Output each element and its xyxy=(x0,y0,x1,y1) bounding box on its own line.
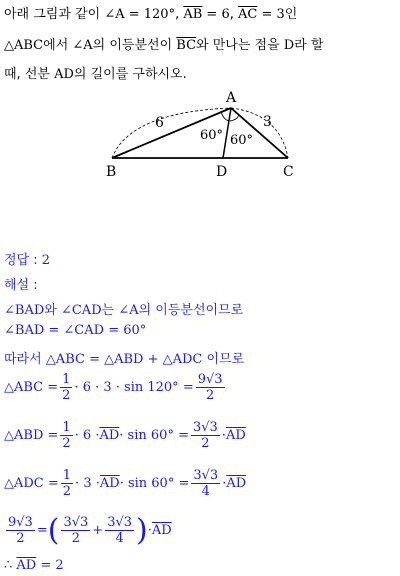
segment-ad: $\overline{AD}$ xyxy=(151,523,172,538)
fraction-term-2 xyxy=(105,515,134,546)
fraction-numerator: 3√3 xyxy=(63,515,89,530)
solution-line-3 xyxy=(4,348,244,367)
therefore-symbol: ∴ xyxy=(4,558,17,573)
area-adc-label: △ADC = xyxy=(4,476,59,491)
triangle-abc: △ABC xyxy=(4,38,44,53)
solution-line-6 xyxy=(4,468,246,499)
fraction-numerator: 9√3 xyxy=(8,515,33,530)
right-paren: ) xyxy=(136,513,148,548)
segment-ad: AD xyxy=(54,67,74,82)
solution-line-2 xyxy=(4,323,146,338)
segment-bc: $\overline{BC}$ xyxy=(176,38,197,53)
solution-line-1 xyxy=(4,299,243,318)
segment-ad: $\overline{AD}$ xyxy=(99,476,120,491)
question-text: 와 만나는 점을 xyxy=(196,38,284,53)
solution-text: 따라서 xyxy=(4,352,46,367)
answer-line xyxy=(4,249,50,268)
final-answer: = 2 xyxy=(36,558,64,573)
fraction-result xyxy=(191,468,220,499)
angle-equation: ∠BAD = ∠CAD = 60° xyxy=(4,323,147,338)
angle-cad: ∠CAD xyxy=(60,303,102,318)
label-a: A xyxy=(226,90,237,106)
fraction-denominator: 2 xyxy=(62,484,72,499)
fraction-numerator: 1 xyxy=(62,468,72,483)
solution-text: 이므로 xyxy=(202,352,245,367)
angle-a: ∠A xyxy=(118,303,139,318)
angle-arc-left xyxy=(221,112,229,121)
angle-arc-right xyxy=(230,115,239,121)
separator: , xyxy=(229,7,238,22)
fraction-denominator: 2 xyxy=(16,531,25,546)
area-abd-label: △ABD = xyxy=(4,428,59,443)
expression-part: · 6 · xyxy=(74,428,100,443)
label-c: C xyxy=(283,164,294,180)
angle-a: ∠A xyxy=(72,38,93,53)
solution-header: 해설 : xyxy=(4,278,38,293)
fraction-denominator: 2 xyxy=(71,531,80,546)
label-angle-bad: 60° xyxy=(200,128,224,143)
question-line-3 xyxy=(4,63,187,82)
solution-line-5 xyxy=(4,420,246,451)
question-text: 아래 그림과 같이 xyxy=(4,7,105,22)
label-angle-cad: 60° xyxy=(230,133,254,148)
angle-a-expression: ∠A = 120° xyxy=(104,7,176,22)
segment-ad: $\overline{AD}$ xyxy=(99,428,120,443)
answer-value: 2 xyxy=(41,253,51,268)
label-b: B xyxy=(106,164,117,180)
plus-sign: + xyxy=(92,523,104,538)
fraction-numerator: 1 xyxy=(62,372,71,387)
segment-ac: $\overline{AC}$ xyxy=(238,7,258,22)
fraction-total-area xyxy=(6,515,35,546)
left-paren: ( xyxy=(47,513,60,548)
solution-line-8 xyxy=(4,558,64,573)
fraction-denominator: 2 xyxy=(201,436,210,451)
answer-label: 정답 : xyxy=(4,253,42,268)
fraction-term-1 xyxy=(61,515,90,546)
question-text: 라 할 xyxy=(294,38,324,53)
solution-line-7 xyxy=(4,513,172,548)
expression-part: · xyxy=(221,428,226,443)
fraction-numerator: 3√3 xyxy=(193,468,219,483)
fraction-half xyxy=(61,468,73,499)
segment-ac-value: = 3인 xyxy=(257,7,298,22)
fraction-denominator: 4 xyxy=(115,531,124,546)
equals-sign: = xyxy=(36,523,48,538)
solution-line-4 xyxy=(4,372,227,403)
fraction-numerator: 9√3 xyxy=(197,372,223,387)
label-ac-length: 3 xyxy=(263,114,272,130)
fraction-result xyxy=(196,372,225,403)
solution-text: 는 xyxy=(101,303,119,318)
expression-part: · sin 60° = xyxy=(119,476,190,491)
question-text: 에서 xyxy=(43,38,73,53)
fraction-numerator: 3√3 xyxy=(107,515,133,530)
angle-bad: ∠BAD xyxy=(4,303,45,318)
segment-ad: $\overline{AD}$ xyxy=(16,558,37,573)
question-text: 의 이등분선이 xyxy=(92,38,177,53)
solution-text: 의 이등분선이므로 xyxy=(138,303,244,318)
fraction-numerator: 1 xyxy=(62,420,71,435)
question-line-1 xyxy=(4,3,297,22)
segment-ad: $\overline{AD}$ xyxy=(225,428,246,443)
label-d: D xyxy=(216,164,228,180)
area-sum-equation: △ABC = △ABD + △ADC xyxy=(45,352,203,367)
fraction-denominator: 2 xyxy=(62,388,71,403)
expression-part: · xyxy=(147,523,152,538)
point-d: D xyxy=(283,38,295,53)
solution-text: 와 xyxy=(44,303,61,318)
fraction-numerator: 3√3 xyxy=(192,420,218,435)
expression-part: · xyxy=(222,476,227,491)
question-line-2 xyxy=(4,34,323,53)
fraction-denominator: 2 xyxy=(62,436,71,451)
question-text: 의 길이를 구하시오. xyxy=(73,67,187,82)
expression-part: · 3 · xyxy=(75,476,100,491)
question-text: 때, 선분 xyxy=(4,67,55,82)
separator: , xyxy=(175,7,184,22)
area-abc-label: △ABC = xyxy=(4,380,59,395)
segment-ad: $\overline{AD}$ xyxy=(226,476,247,491)
triangle-figure xyxy=(100,88,305,180)
fraction-half xyxy=(60,372,72,403)
label-ab-length: 6 xyxy=(155,115,164,131)
area-abc-expression: · 6 · 3 · sin 120° = xyxy=(74,380,194,395)
segment-ab-value: = 6 xyxy=(202,7,230,22)
fraction-half xyxy=(60,420,72,451)
fraction-denominator: 2 xyxy=(205,388,215,403)
expression-part: · sin 60° = xyxy=(119,428,189,443)
fraction-denominator: 4 xyxy=(201,484,210,499)
segment-ab: $\overline{AB}$ xyxy=(183,7,203,22)
fraction-result xyxy=(191,420,220,451)
